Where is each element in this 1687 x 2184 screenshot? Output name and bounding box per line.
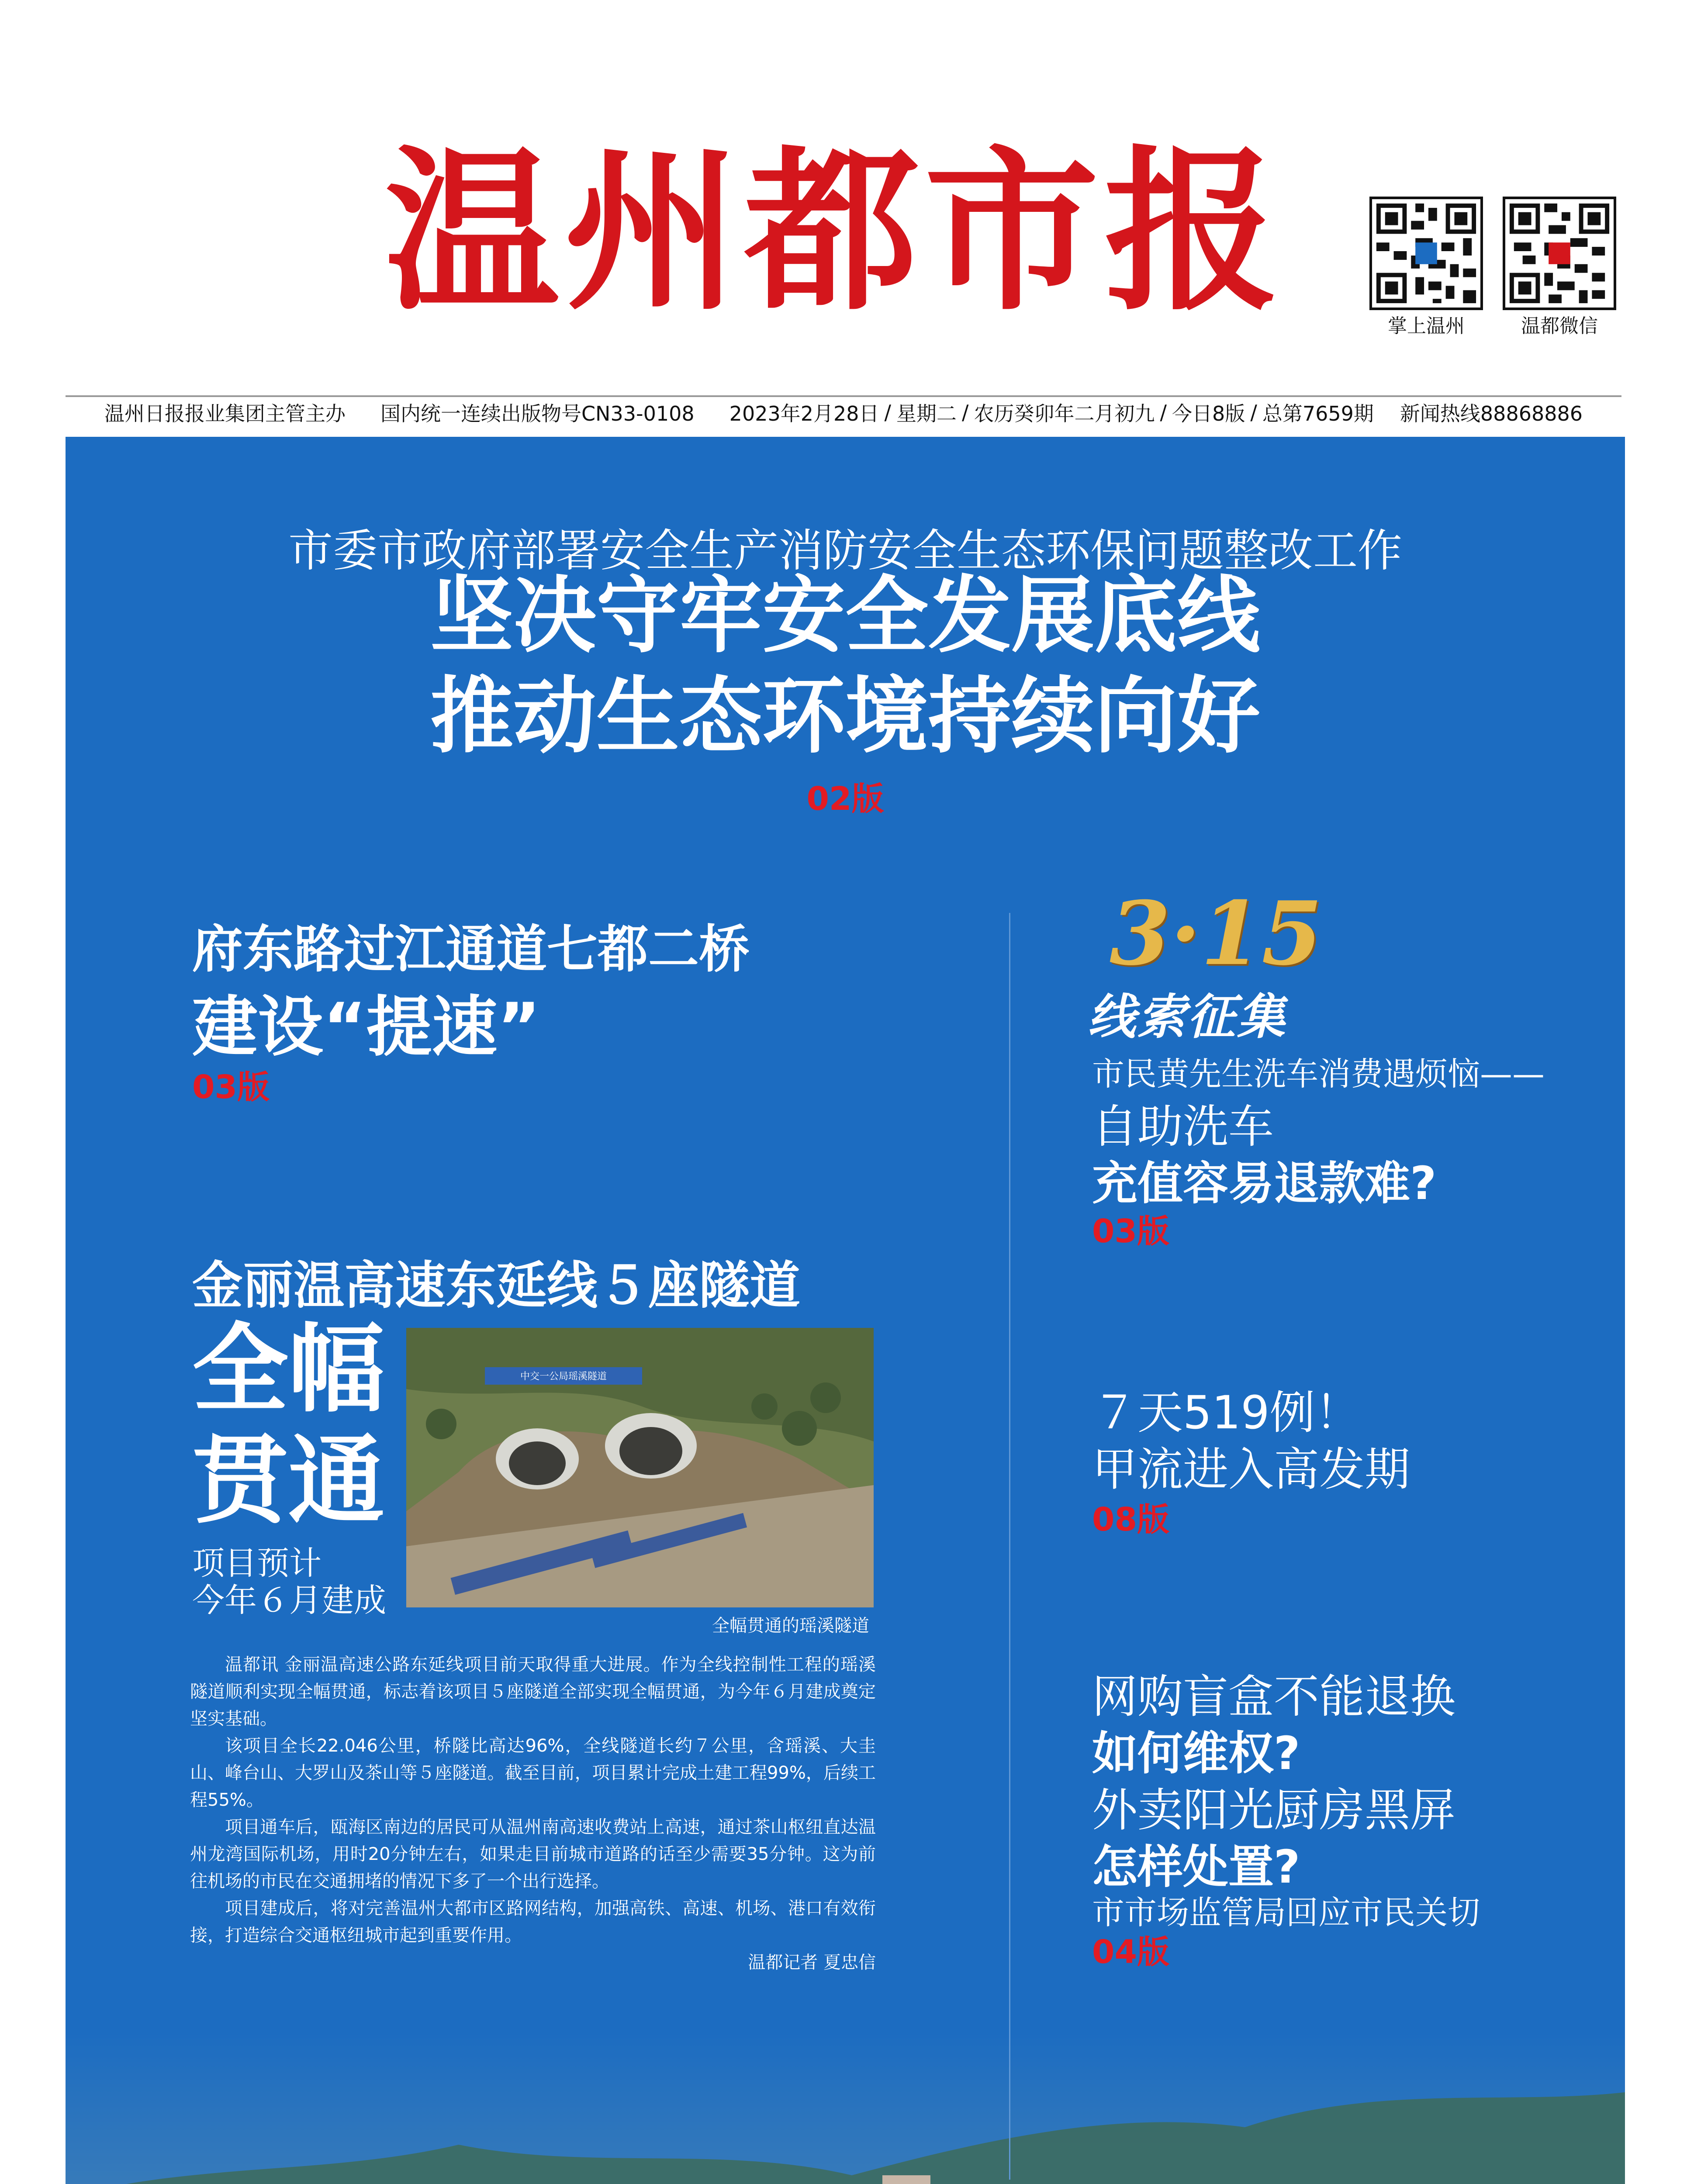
bridge-headline-1: 府东路过江通道七都二桥 [192,920,750,979]
lead-headline-2: 推动生态环境持续向好 [430,668,1260,764]
logo-315-text: 线索征集 [1088,989,1287,1045]
weekday: 星期二 [896,402,957,425]
blindbox-kicker: 市市场监管局回应市民关切 [1092,1894,1480,1932]
masthead-rule [66,395,1621,397]
serial-number: 国内统一连续出版物号CN33-0108 [380,402,695,425]
carwash-headline-2: 充值容易退款难? [1092,1157,1437,1210]
blindbox-page-ref[interactable]: 04版 [1092,1933,1169,1971]
tunnel-paragraph: 项目通车后，瓯海区南边的居民可从温州南高速收费站上高速，通过茶山枢纽直达温州龙湾国际机场，用时20分钟左右，如果走目前城市道路的话至少需要35分钟。这为前往机场的市民在交通拥堵的情况下多了一个出行选择。 [190,1817,876,1891]
tunnel-article-body [190,1651,876,1976]
lead-kicker: 市委市政府部署安全生产消防安全生态环保问题整改工作 [288,525,1402,577]
qr-block-wechat [1503,197,1616,338]
tunnel-headline-1: 全幅 [192,1313,385,1425]
bridge-headline-2: 建设“提速” [192,989,541,1065]
news-hotline: 新闻热线88868886 [1400,402,1583,425]
tunnel-photo [406,1328,874,1607]
qr-label-wechat: 温都微信 [1521,315,1598,337]
tunnel-paragraph: 该项目全长22.046公里，桥隧比高达96%，全线隧道长约７公里，含瑶溪、大圭山、峰台山、大罗山及茶山等５座隧道。截至目前，项目累计完成土建工程99%，后续工程55%。 [190,1736,876,1810]
tunnel-kicker: 金丽温高速东延线５座隧道 [192,1256,800,1315]
masthead-title: 温州都市报 [384,129,1284,334]
flu-page-ref[interactable]: 08版 [1092,1501,1169,1538]
lunar-date: 农历癸卯年二月初九 [974,402,1155,425]
blindbox-headline-4: 怎样处置? [1092,1840,1300,1894]
column-divider [1009,913,1010,2180]
tunnel-headline-2: 贯通 [192,1425,385,1537]
flu-headline-1: ７天519例！ [1092,1386,1361,1439]
tunnel-sub-2: 今年６月建成 [192,1582,386,1619]
tunnel-paragraph: 项目建成后，将对完善温州大都市区路网结构，加强高铁、高速、机场、港口有效衔接，打造综合交通枢纽城市起到重要作用。 [190,1898,876,1946]
page-count: 今日8版 [1172,402,1245,425]
qr-code-icon [1369,197,1483,310]
tunnel-sign-text: 中交一公局瑶溪隧道 [520,1371,607,1382]
logo-315-number: 3·15 [1110,882,1323,985]
flu-headline-2: 甲流进入高发期 [1092,1443,1410,1496]
carwash-headline-1: 自助洗车 [1092,1100,1274,1153]
aerial-photo [66,2031,1625,2184]
carwash-kicker: 市民黄先生洗车消费遇烦恼—— [1092,1055,1545,1093]
qr-block-app [1369,197,1483,338]
tunnel-byline: 温都记者 夏忠信 [748,1952,876,1973]
issue-date: 2023年2月28日 [729,402,879,425]
lead-headline-1: 坚决守牢安全发展底线 [430,567,1260,664]
tunnel-paragraph: 温都讯 金丽温高速公路东延线项目前天取得重大进展。作为全线控制性工程的瑶溪隧道顺利实现全幅贯通，标志着该项目５座隧道全部实现全幅贯通，为今年６月建成奠定坚实基础。 [190,1655,876,1729]
tunnel-photo-caption: 全幅贯通的瑶溪隧道 [712,1616,869,1636]
blindbox-headline-2: 如何维权? [1092,1727,1300,1780]
qr-label-app: 掌上温州 [1388,315,1465,337]
blindbox-headline-1: 网购盲盒不能退换 [1092,1670,1456,1723]
front-page-panel [66,437,1625,2184]
bridge-page-ref[interactable]: 03版 [192,1068,270,1106]
blindbox-headline-3: 外卖阳光厨房黑屏 [1092,1783,1456,1837]
publisher: 温州日报报业集团主管主办 [104,402,346,425]
issue-info-bar: 温州日报报业集团主管主办 国内统一连续出版物号CN33-0108 2023年2月28日 / 星期二 / 农历癸卯年二月初九 / 今日8版 / 总第7659期 新闻热线88868886 [66,398,1621,426]
lead-page-ref[interactable]: 02版 [806,780,884,818]
qr-code-icon [1503,197,1616,310]
carwash-page-ref[interactable]: 03版 [1092,1213,1169,1250]
issue-number: 总第7659期 [1262,402,1374,425]
tunnel-sub-1: 项目预计 [192,1545,321,1582]
